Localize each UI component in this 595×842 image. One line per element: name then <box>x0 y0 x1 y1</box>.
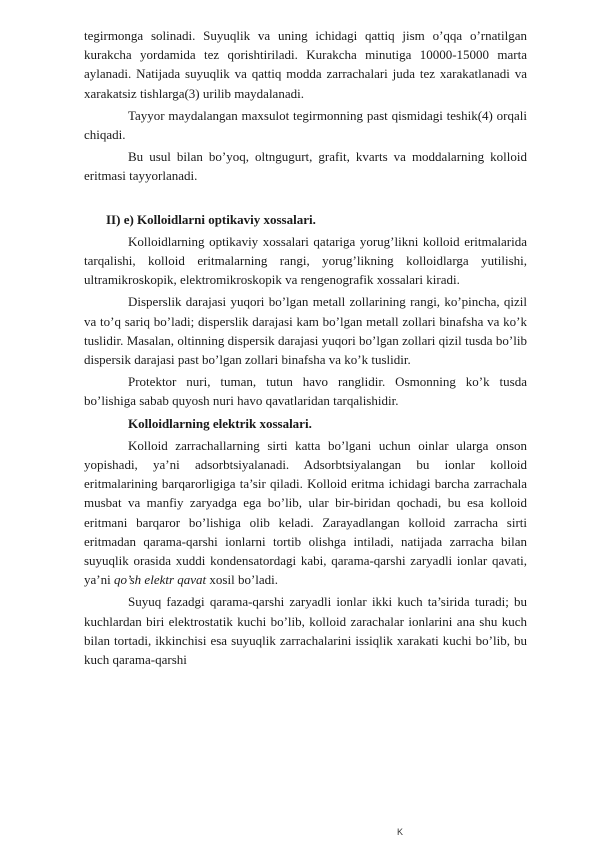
paragraph-6: Protektor nuri, tuman, tutun havo ranglidir. Osmonning ko’k tusda bo’lishiga sabab quyosh nuri havo qavatlaridan tarqalishidir. <box>84 374 527 409</box>
paragraph-3: Bu usul bilan bo’yoq, oltngugurt, grafit, kvarts va moddalarning kolloid eritmasi tayyorlanadi. <box>84 149 527 184</box>
paragraph-7-text: Kolloid zarrachallarning sirti katta bo’lgani uchun oinlar ularga onson yopishadi, ya’ni adsorbtsiyalanadi. Adsorbtsiyalangan bu ionlar kolloid eritmalarining barqarorligiga ta’sir qiladi. Kolloid eritma ichidagi barcha zarrachala musbat va manfiy zaryadga ega bo’lib, ular bir-biridan qochadi, bu esa kolloid eritmani barqaror bo’lishiga olib keladi. Zarayadlangan kolloid zarracha sirti eritmadan qarama-qarshi ionlarni tortib olishga intiladi, natijada zarracha bilan suyuqlik orasida xuddi kondensatordagi kabi, qarama-qarshi zaryadli ionlar qavati, ya’ni <box>84 437 527 588</box>
section-heading-optical: II) e) Kolloidlarni optikaviy xossalari. <box>106 211 316 227</box>
paragraph-4: Kolloidlarning optikaviy xossalari qatariga yorug’likni kolloid eritmalarida tarqalishi, kolloid eritmalarning rangi, yorug’likning kolloidlarga yutilishi, ultramikroskopik, elektromikroskopik va rengenografik xossalari kiradi. <box>84 233 527 288</box>
paragraph-7 <box>84 436 527 590</box>
page-number: K <box>397 827 404 837</box>
paragraph-5: Disperslik darajasi yuqori bo’lgan metall zollarining rangi, ko’pincha, qizil va to’q sariq bo’ladi; disperslik darajasi kam bo’lgan metall zollari binafsha va ko’k tuslidir. Masalan, oltinning dispersik darajasi yuqori bo’lgan zollari qizil tusda bo’lib dispersik darajasi past bo’lgan zollari binafsha va ko’k tuslidir. <box>84 294 527 368</box>
paragraph-8: Suyuq fazadgi qarama-qarshi zaryadli ionlar ikki kuch ta’sirida turadi; bu kuchlardan biri elektrostatik kuchi bo’lib, kolloid zarachalar ionlarini ana shu kuch bilan tortadi, ikkinchisi esa suyuqlik zarrachalarini issiqlik xarakati kuchi bo’lib, bu kuch qarama-qarshi <box>84 594 527 668</box>
section-heading-electric: Kolloidlarning elektrik xossalari. <box>128 415 312 431</box>
double-layer-term: qo’sh elektr qavat <box>113 572 207 588</box>
paragraph-7-end: xosil bo’ladi. <box>206 572 279 588</box>
paragraph-1: tegirmonga solinadi. Suyuqlik va uning ichidagi qattiq jism o’qqa o’rnatilgan kurakcha yordamida tez qorishtiriladi. Kurakcha minutiga 10000-15000 marta aylanadi. Natijada suyuqlik va qattiq modda zarrachalari juda tez xarakatlanadi va xarakatsiz tishlarga(3) urilib maydalanadi. <box>84 28 527 101</box>
paragraph-2: Tayyor maydalangan maxsulot tegirmonning past qismidagi teshik(4) orqali chiqadi. <box>84 107 527 143</box>
document-page <box>84 26 527 669</box>
